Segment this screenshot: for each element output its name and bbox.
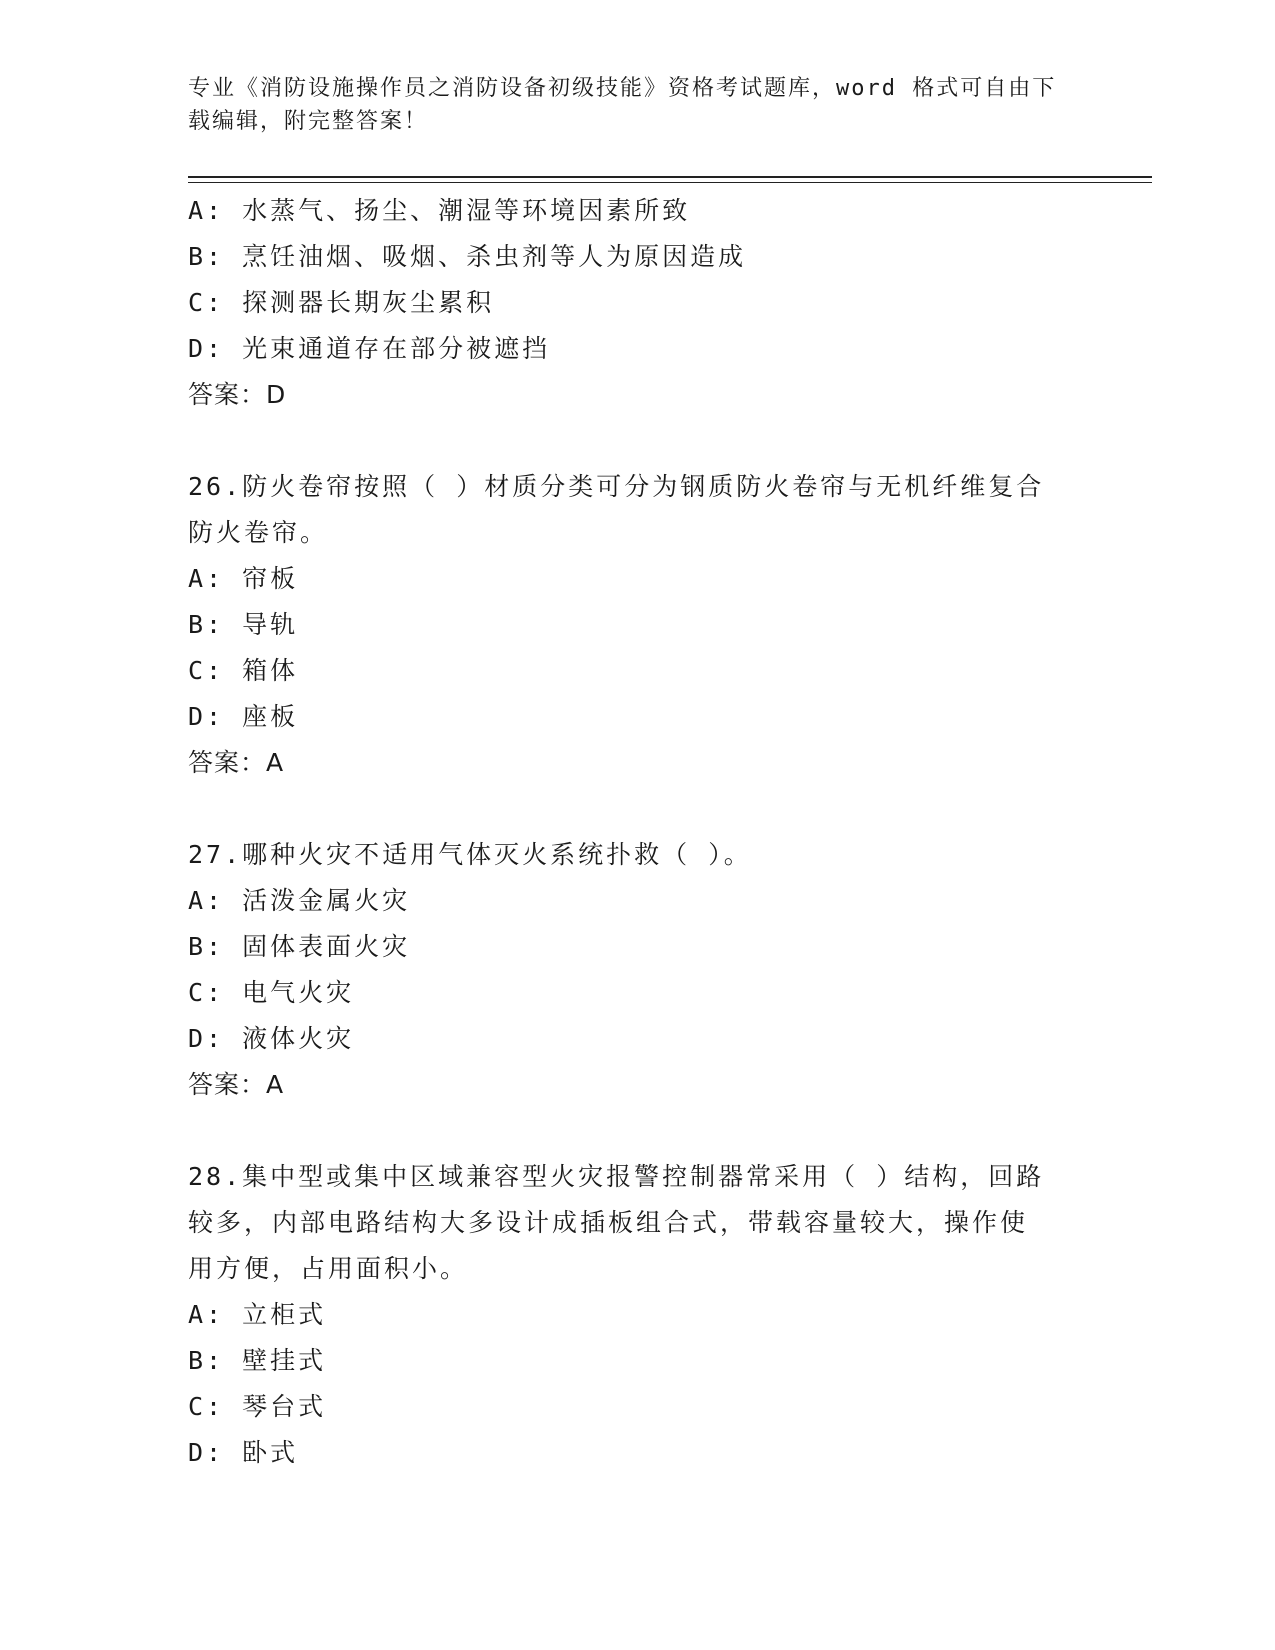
question-25-block <box>188 188 1088 418</box>
option-c: C: 琴台式 <box>188 1392 327 1421</box>
option-d: D: 液体火灾 <box>188 1024 355 1053</box>
header-divider-thick <box>188 176 1152 178</box>
option-d: D: 座板 <box>188 702 299 731</box>
question-26-text-line-1: 26.防火卷帘按照（ ）材质分类可分为钢质防火卷帘与无机纤维复合 <box>188 472 1045 501</box>
option-b: B: 烹饪油烟、吸烟、杀虫剂等人为原因造成 <box>188 242 747 271</box>
option-a: A: 帘板 <box>188 564 299 593</box>
option-c: C: 电气火灾 <box>188 978 355 1007</box>
spacer <box>188 1108 1088 1154</box>
header-divider-thin <box>188 182 1152 183</box>
option-c: C: 箱体 <box>188 656 299 685</box>
option-a: A: 活泼金属火灾 <box>188 886 411 915</box>
answer-label: 答案：A <box>188 1070 285 1099</box>
option-b: B: 导轨 <box>188 610 299 639</box>
answer-label: 答案：A <box>188 748 285 777</box>
spacer <box>188 418 1088 464</box>
header-line-1: 专业《消防设施操作员之消防设备初级技能》资格考试题库，word 格式可自由下 <box>188 76 1057 101</box>
question-content <box>188 188 1088 1476</box>
answer-label: 答案：D <box>188 380 287 409</box>
question-27-block <box>188 832 1088 1108</box>
option-b: B: 壁挂式 <box>188 1346 327 1375</box>
header-line-2: 载编辑，附完整答案！ <box>188 109 429 134</box>
question-27-text-line-1: 27.哪种火灾不适用气体灭火系统扑救（ ）。 <box>188 840 752 869</box>
option-b: B: 固体表面火灾 <box>188 932 411 961</box>
question-26-text-line-2: 防火卷帘。 <box>188 518 329 547</box>
option-a: A: 立柜式 <box>188 1300 327 1329</box>
question-28-text-line-3: 用方便，占用面积小。 <box>188 1254 469 1283</box>
option-d: D: 光束通道存在部分被遮挡 <box>188 334 551 363</box>
question-26-block <box>188 464 1088 786</box>
spacer <box>188 786 1088 832</box>
document-header <box>188 72 1068 138</box>
option-d: D: 卧式 <box>188 1438 299 1467</box>
option-c: C: 探测器长期灰尘累积 <box>188 288 495 317</box>
question-28-text-line-1: 28.集中型或集中区域兼容型火灾报警控制器常采用（ ）结构，回路 <box>188 1162 1045 1191</box>
option-a: A: 水蒸气、扬尘、潮湿等环境因素所致 <box>188 196 691 225</box>
question-28-block <box>188 1154 1088 1476</box>
question-28-text-line-2: 较多，内部电路结构大多设计成插板组合式，带载容量较大，操作使 <box>188 1208 1029 1237</box>
